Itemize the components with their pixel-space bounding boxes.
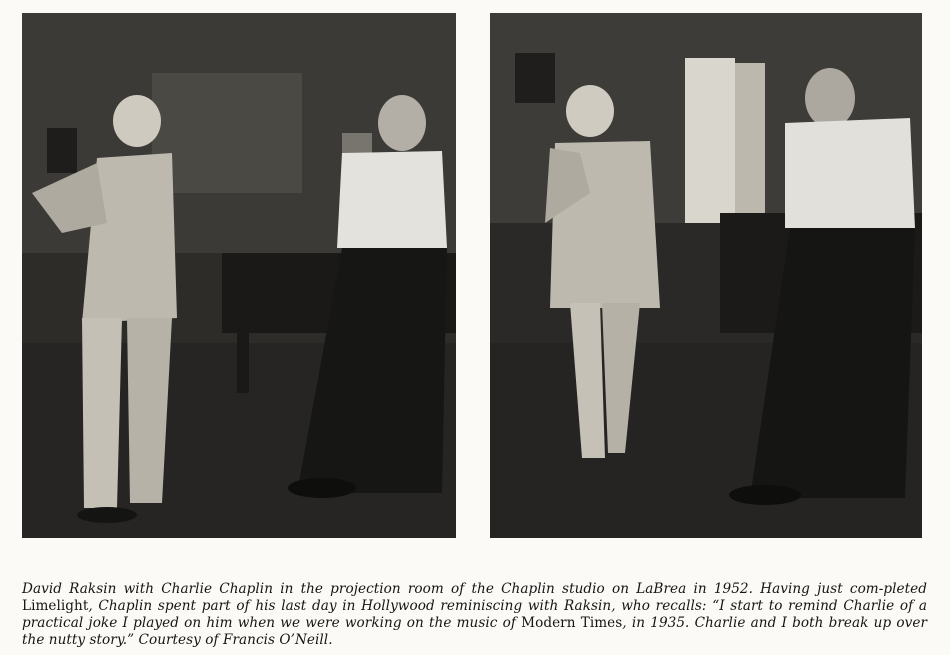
photo-caption <box>22 581 927 650</box>
caption-text-part-2: , Chaplin spent part of his last day in Hollywood reminiscing with Raksin, who recalls: “I start to remind Charlie of a practical joke I played on him when we were working on the music of <box>22 597 927 631</box>
caption-film-title-limelight: Limelight <box>22 597 89 614</box>
caption-film-title-modern-times: Modern Times <box>521 615 623 631</box>
photo-chaplin-and-raksin-left <box>22 13 456 538</box>
caption-text-part-3: , in 1935. Charlie and I both break up over the nutty story.” Courtesy of Francis O’Neill. <box>22 615 927 649</box>
photo-chaplin-and-raksin-right <box>490 13 922 538</box>
caption-text-part-1: David Raksin with Charlie Chaplin in the projection room of the Chaplin studio on LaBrea in 1952. Having just com-pleted <box>22 580 927 597</box>
